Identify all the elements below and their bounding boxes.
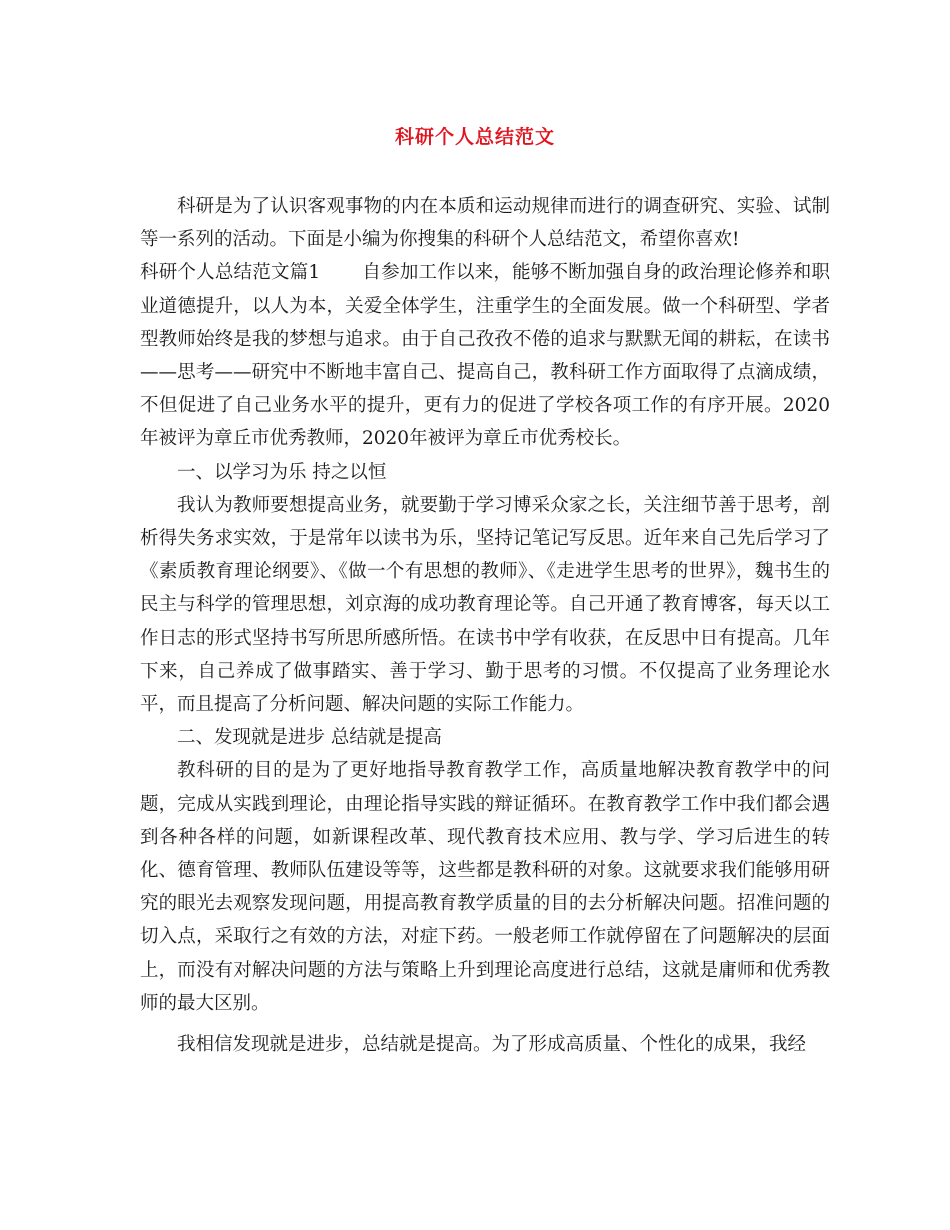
article-1-text: 自参加工作以来，能够不断加强自身的政治理论修养和职业道德提升，以人为本，关爱全体学生，注重学生的全面发展。做一个科研型、学者型教师始终是我的梦想与追求。由于自己孜孜不倦的追求与默默无闻的耕耘，在读书——思考——研究中不断地丰富自己、提高自己，教科研工作方面取得了点滴成绩，不但促进了自己业务水平的提升，更有力的促进了学校各项工作的有序开展。2020年被评为章丘市优秀教师，2020年被评为章丘市优秀校长。 [140, 262, 830, 450]
section-2-paragraph-continued: 我相信发现就是进步，总结就是提高。为了形成高质量、个性化的成果，我经 [177, 1034, 807, 1056]
document-body [140, 190, 830, 1061]
article-1-paragraph [140, 256, 830, 455]
article-label: 科研个人总结范文篇1 [140, 262, 321, 284]
document-title: 科研个人总结范文 [394, 126, 555, 148]
section-1-paragraph: 我认为教师要想提高业务，就要勤于学习博采众家之长，关注细节善于思考，剖析得失务求实效，于是常年以读书为乐，坚持记笔记写反思。近年来自己先后学习了《素质教育理论纲要》、《做一个有思想的教师》、《走进学生思考的世界》，魏书生的民主与科学的管理思想，刘京海的成功教育理论等。自己开通了教育博客，每天以工作日志的形式坚持书写所思所感所悟。在读书中学有收获，在反思中日有提高。几年下来，自己养成了做事踏实、善于学习、勤于思考的习惯。不仅提高了业务理论水平，而且提高了分析问题、解决问题的实际工作能力。 [140, 494, 830, 716]
intro-paragraph: 科研是为了认识客观事物的内在本质和运动规律而进行的调查研究、实验、试制等一系列的活动。下面是小编为你搜集的科研个人总结范文，希望你喜欢! [140, 196, 830, 251]
section-heading-2: 二、发现就是进步 总结就是提高 [177, 727, 442, 749]
section-heading-1: 一、以学习为乐 持之以恒 [177, 461, 387, 483]
section-2-paragraph: 教科研的目的是为了更好地指导教育教学工作，高质量地解决教育教学中的问题，完成从实践到理论，由理论指导实践的辩证循环。在教育教学工作中我们都会遇到各种各样的问题，如新课程改革、现代教育技术应用、教与学、学习后进生的转化、德育管理、教师队伍建设等等，这些都是教科研的对象。这就要求我们能够用研究的眼光去观察发现问题，用提高教育教学质量的目的去分析解决问题。招准问题的切入点，采取行之有效的方法，对症下药。一般老师工作就停留在了问题解决的层面上，而没有对解决问题的方法与策略上升到理论高度进行总结，这就是庸师和优秀教师的最大区别。 [140, 760, 830, 1014]
